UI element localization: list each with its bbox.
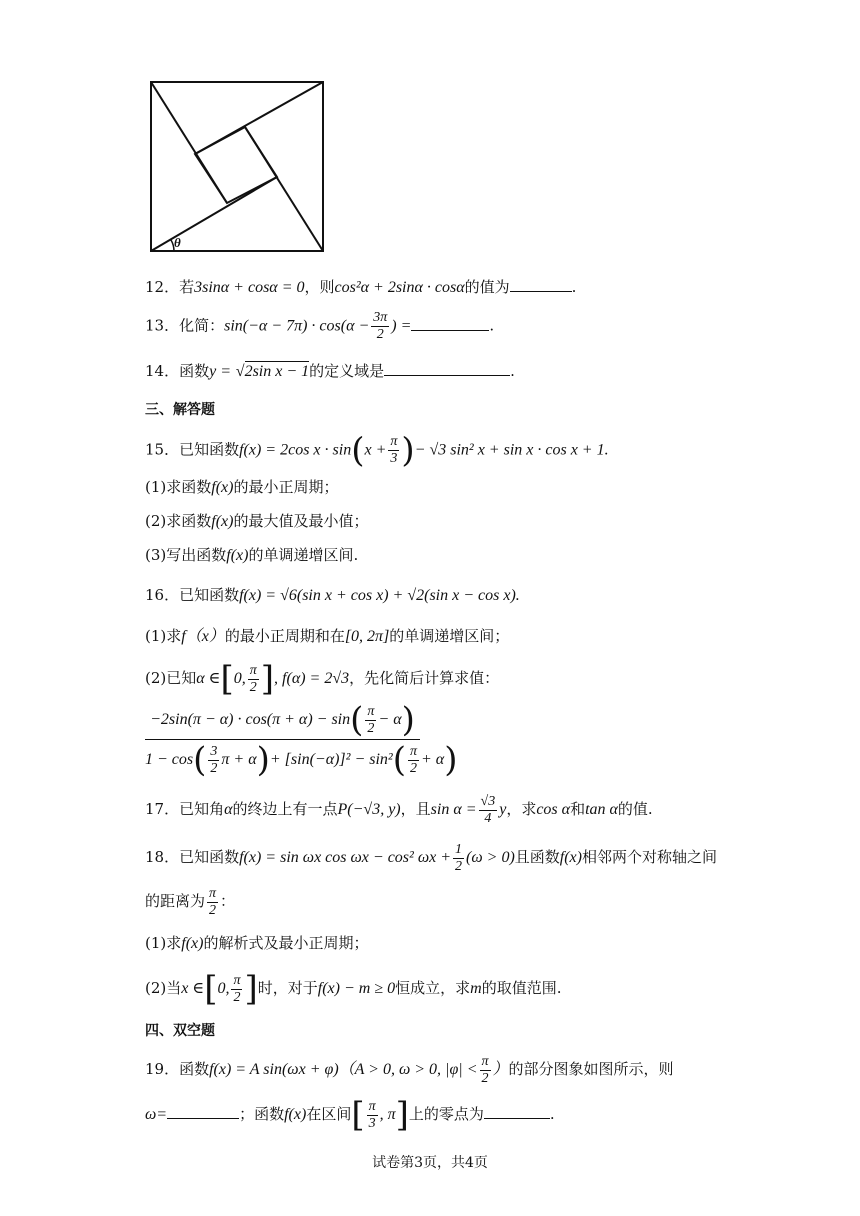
q16-part-1: (1)求f（x）的最小正周期和在[0, 2π]的单调递增区间； [145,627,510,645]
question-19: 19．函数f(x) = A sin(ωx + φ)（A > 0, ω > 0, |φ| < $\frac{\pi}{2}$ ）的部分图象如图所示，则 [145,1053,674,1086]
question-17: 17．已知角α的终边上有一点P(−√3, y)，且sin α = $\frac{√3}{4}$ y，求cos α和tan α的值. [145,793,653,826]
answer-blank-19a[interactable] [167,1104,239,1119]
q12-expression: cos²α + 2sinα · cosα [334,279,465,296]
question-12: 12．若3sinα + cosα = 0，则cos²α + 2sinα · cosα的值为 . [145,278,577,296]
question-15: 15．已知函数f(x) = 2cos x · sin(x + $\frac{\pi}{3}$ )− √3 sin² x + sin x · cos x + 1. [145,430,609,471]
q16-denominator: 1 − cos( $\frac{3}{2}$ π + α)+ [sin(−α)]² − sin²( $\frac{\pi}{2}$ + α) [145,740,458,780]
q13-fraction: $\frac{3\pi}{2}$ [373,310,388,342]
q16-big-fraction [145,700,458,780]
q13-expression: sin(−α − 7π) · cos(α − [224,317,370,335]
q16-expression: f(x) = √6(sin x + cos x) + √2(sin x − cos x). [239,587,520,604]
q19-line-2: ω= ；函数f(x)在区间[ $\frac{\pi}{3}$ , π]上的零点为 . [145,1095,555,1135]
answer-blank-12[interactable] [510,277,572,292]
page-footer: 试卷第3页，共4页 [372,1155,488,1171]
q18-line-2: 的距离为 $\frac{\pi}{2}$ ： [145,885,236,918]
q12-condition: 3sinα + cosα = 0 [194,279,305,296]
question-18: 18．已知函数f(x) = sin ωx cos ωx − cos² ωx + $\frac{1}{2}$ (ω > 0)且函数f(x)相邻两个对称轴之间 [145,841,717,874]
question-14: 14．函数y = √2sin x − 1的定义域是 . [145,362,515,380]
q18-part-2: (2)当x ∈[0, $\frac{\pi}{2}$ ]时，对于f(x) − m ≥ 0恒成立，求m的取值范围. [145,969,562,1009]
angle-label: θ [174,235,181,250]
q15-part-3: (3)写出函数f(x)的单调递增区间. [145,546,359,564]
question-13: 13．化简：sin(−α − 7π) · cos(α − $\frac{3\pi}{2}$ ) = . [145,310,495,342]
answer-blank-13[interactable] [411,316,489,331]
q14-sqrt: 2sin x − 1 [244,363,310,380]
outer-square [151,82,323,251]
answer-blank-14[interactable] [384,361,510,376]
question-16: 16．已知函数f(x) = √6(sin x + cos x) + √2(sin x − cos x). [145,586,520,604]
answer-blank-19b[interactable] [484,1104,550,1119]
section-heading-4: 四、双空题 [145,1023,215,1039]
pinwheel-figure [148,80,328,256]
q16-part-2: (2)已知α ∈[0, $\frac{\pi}{2}$ ], f(α) = 2√3，先化简后计算求值： [145,659,500,699]
inner-square [195,127,277,203]
q16-numerator: −2sin(π − α) · cos(π + α) − sin( $\frac{\pi}{2}$ − α) [150,700,415,740]
section-heading-3: 三、解答题 [145,402,215,418]
q12-number: 12．若 [145,278,195,296]
q15-part-1: (1)求函数f(x)的最小正周期； [145,478,339,496]
q15-part-2: (2)求函数f(x)的最大值及最小值； [145,512,369,530]
q18-part-1: (1)求f(x)的解析式及最小正周期； [145,934,369,952]
